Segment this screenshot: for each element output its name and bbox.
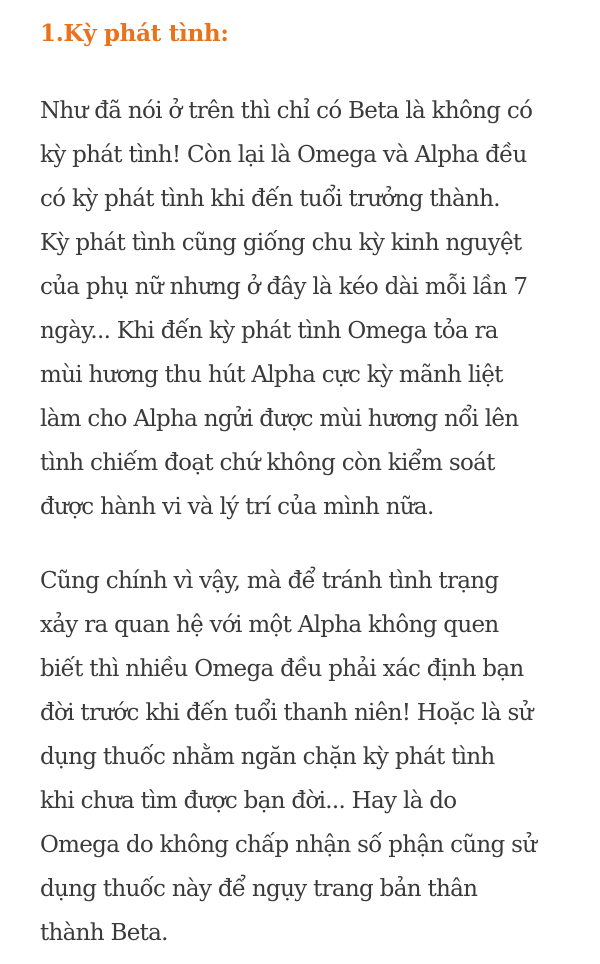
text-line: kỳ phát tình! Còn lại là Omega và Alpha đều xyxy=(40,142,527,168)
text-line: tình chiếm đoạt chứ không còn kiểm soát xyxy=(40,450,495,476)
text-line: được hành vi và lý trí của mình nữa. xyxy=(40,494,434,520)
text-line: Kỳ phát tình cũng giống chu kỳ kinh nguyệt xyxy=(40,230,522,256)
section-heading: 1.Kỳ phát tình: xyxy=(40,20,229,47)
text-line: dụng thuốc này để ngụy trang bản thân xyxy=(40,876,478,902)
text-line: dụng thuốc nhằm ngăn chặn kỳ phát tình xyxy=(40,744,495,770)
text-line: Như đã nói ở trên thì chỉ có Beta là không có xyxy=(40,98,533,124)
text-line: ngày... Khi đến kỳ phát tình Omega tỏa ra xyxy=(40,318,498,344)
paragraph-1 xyxy=(40,89,570,529)
text-line: xảy ra quan hệ với một Alpha không quen xyxy=(40,612,499,638)
text-line: làm cho Alpha ngửi được mùi hương nổi lên xyxy=(40,406,519,432)
paragraph-2 xyxy=(40,559,570,955)
text-line: khi chưa tìm được bạn đời... Hay là do xyxy=(40,788,457,814)
text-line: có kỳ phát tình khi đến tuổi trưởng thành. xyxy=(40,186,500,212)
text-line: mùi hương thu hút Alpha cực kỳ mãnh liệt xyxy=(40,362,503,388)
text-line: thành Beta. xyxy=(40,920,168,946)
text-line: đời trước khi đến tuổi thanh niên! Hoặc là sử xyxy=(40,700,533,726)
text-line: biết thì nhiều Omega đều phải xác định bạn xyxy=(40,656,524,682)
text-line: Omega do không chấp nhận số phận cũng sử xyxy=(40,832,537,858)
text-line: Cũng chính vì vậy, mà để tránh tình trạng xyxy=(40,568,499,594)
text-line: của phụ nữ nhưng ở đây là kéo dài mỗi lần 7 xyxy=(40,274,528,300)
